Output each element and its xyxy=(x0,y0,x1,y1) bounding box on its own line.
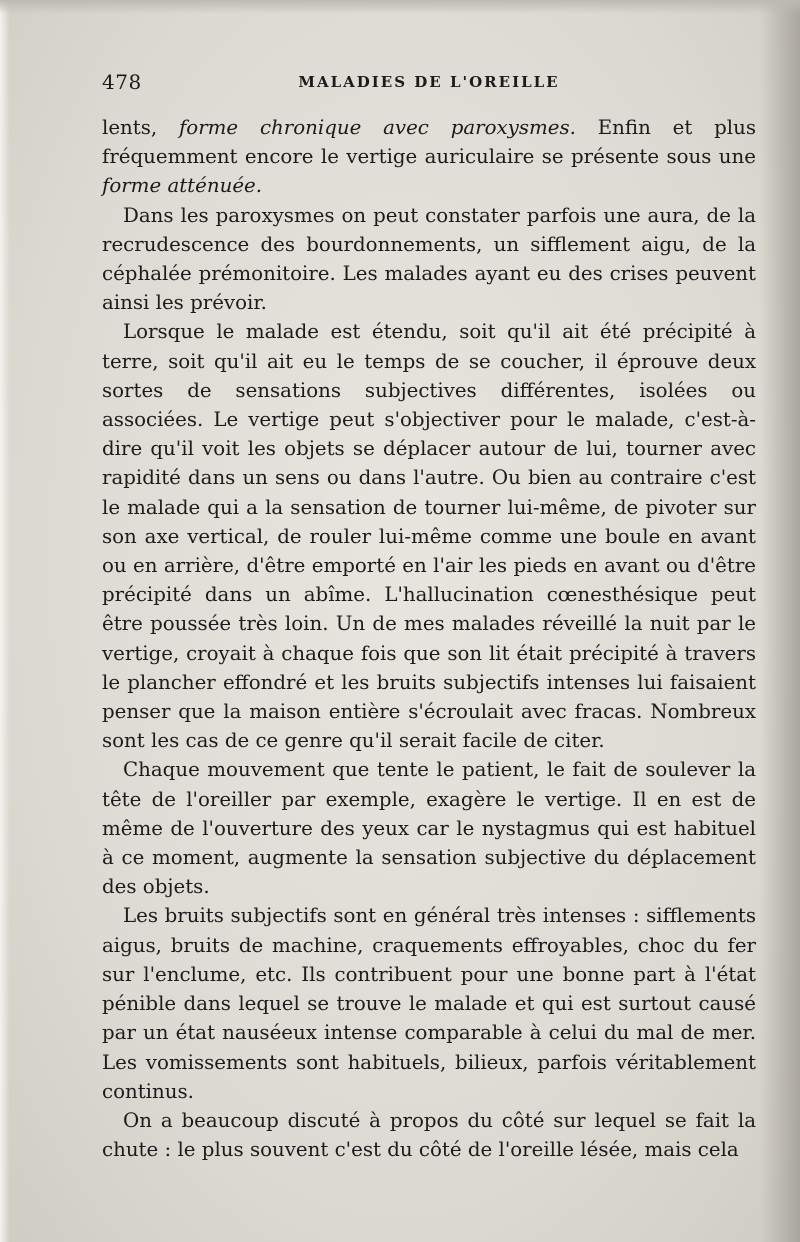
running-head: MALADIES DE L'OREILLE xyxy=(298,73,560,91)
paragraph xyxy=(102,113,756,201)
text-segment: On a beaucoup discuté à propos du côté sur lequel se fait la chute : le plus souvent c'est du côté de l'oreille lésée, mais cela xyxy=(102,1108,756,1162)
text-segment: Chaque mouvement que tente le patient, le fait de soulever la tête de l'oreiller par exemple, exagère le vertige. Il en est de même de l'ouverture des yeux car le nystagmus qui est habituel à ce moment, augmente la sensation subjective du déplacement des objets. xyxy=(102,758,756,899)
italic-text: forme chronique avec paroxysmes. xyxy=(178,116,576,139)
page-header xyxy=(102,70,756,100)
page-left-edge xyxy=(0,0,10,1242)
italic-text: forme atténuée. xyxy=(102,174,263,198)
paragraph xyxy=(102,901,756,1105)
paragraph xyxy=(102,1106,756,1164)
text-segment: Les bruits subjectifs sont en général très intenses : sifflements aigus, bruits de machine, craquements effroyables, choc du fer sur l'enclume, etc. Ils contribuent pour une bonne part à l'état pénible dans lequel se trouve le malade et qui est surtout causé par un état nauséeux intense comparable à celui du mal de mer. Les vomissements sont habituels, bilieux, parfois véritablement continus. xyxy=(102,904,756,1103)
page-top-shadow xyxy=(0,0,800,14)
paragraph xyxy=(102,317,756,755)
paragraph xyxy=(102,755,756,901)
paragraph xyxy=(102,201,756,318)
body-text xyxy=(102,113,756,1164)
text-segment: Dans les paroxysmes on peut constater parfois une aura, de la recrudescence des bourdonnements, un sifflement aigu, de la céphalée prémonitoire. Les malades ayant eu des crises peuvent ainsi les prévoir. xyxy=(102,203,756,315)
page-right-shadow xyxy=(760,0,800,1242)
text-segment: Enfin et plus fréquemment encore le vertige auriculaire se présente sous une xyxy=(102,116,757,169)
text-segment: lents, xyxy=(102,116,179,139)
page-number: 478 xyxy=(102,70,142,94)
text-segment: Lorsque le malade est étendu, soit qu'il ait été précipité à terre, soit qu'il ait eu le temps de se coucher, il éprouve deux sortes de sensations subjectives différentes, isolées ou associées. Le vertige peut s'objectiver pour le malade, c'est-à-dire qu'il voit les objets se déplacer autour de lui, tourner avec rapidité dans un sens ou dans l'autre. Ou bien au contraire c'est le malade qui a la sensation de tourner lui-même, de pivoter sur son axe vertical, de rouler lui-même comme une boule en avant ou en arrière, d'être emporté en l'air les pieds en avant ou d'être précipité dans un abîme. L'hallucination cœnesthésique peut être poussée très loin. Un de mes malades réveillé la nuit par le vertige, croyait à chaque fois que son lit était précipité à travers le plancher effondré et les bruits subjectifs intenses lui faisaient penser que la maison entière s'écroulait avec fracas. Nombreux sont les cas de ce genre qu'il serait facile de citer. xyxy=(102,320,756,753)
